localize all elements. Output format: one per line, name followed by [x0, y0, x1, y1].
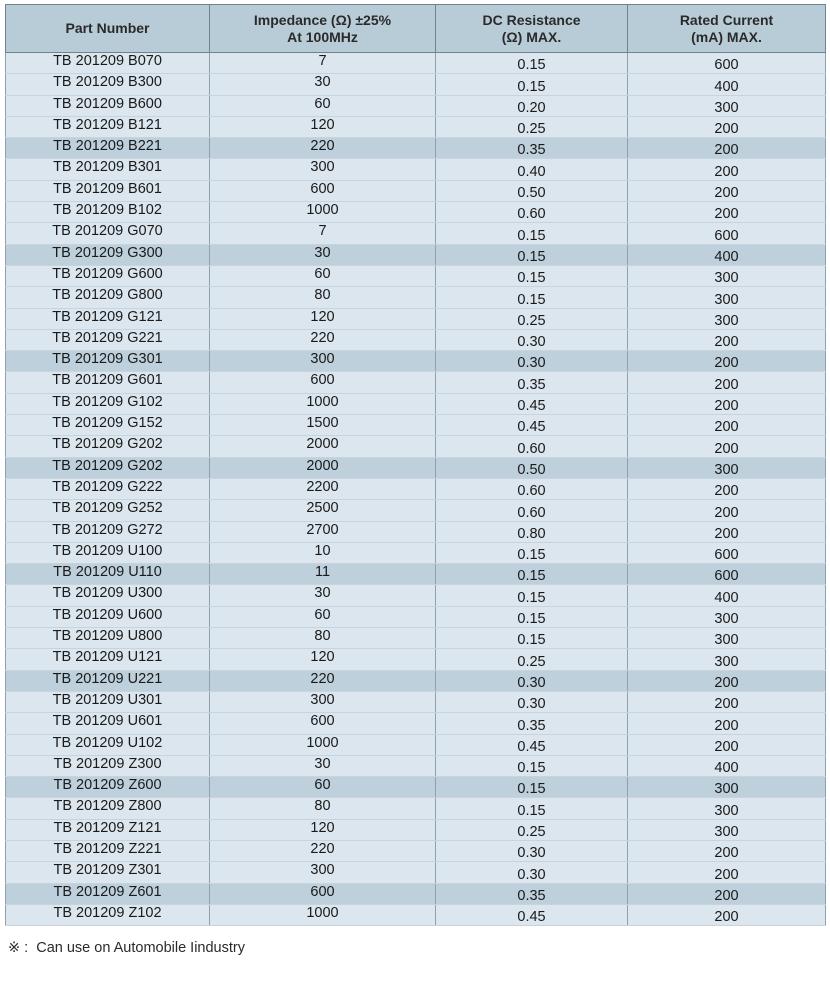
table-row — [6, 202, 826, 223]
part-number-cell: TB 201209 B102 — [6, 202, 210, 223]
header-current-line1: Rated Current — [679, 11, 774, 28]
part-number-cell: TB 201209 U100 — [6, 542, 210, 563]
impedance-cell: 600 — [210, 180, 436, 201]
table-row — [6, 393, 826, 414]
table-row — [6, 223, 826, 244]
table-row — [6, 95, 826, 116]
header-dc-resistance — [436, 5, 628, 53]
impedance-cell: 1000 — [210, 904, 436, 925]
impedance-cell: 220 — [210, 670, 436, 691]
rated-current-cell: 600 — [628, 53, 826, 74]
table-row — [6, 777, 826, 798]
rated-current-cell: 200 — [628, 329, 826, 350]
rated-current-cell: 200 — [628, 713, 826, 734]
table-row — [6, 329, 826, 350]
rated-current-cell: 200 — [628, 883, 826, 904]
dc-resistance-cell: 0.35 — [436, 372, 628, 393]
rated-current-cell: 400 — [628, 755, 826, 776]
dc-resistance-cell: 0.15 — [436, 798, 628, 819]
dc-resistance-cell: 0.15 — [436, 628, 628, 649]
rated-current-cell: 400 — [628, 585, 826, 606]
dc-resistance-cell: 0.25 — [436, 649, 628, 670]
table-row — [6, 713, 826, 734]
table-row — [6, 372, 826, 393]
header-part-number: Part Number — [6, 5, 210, 53]
dc-resistance-cell: 0.15 — [436, 244, 628, 265]
table-row — [6, 883, 826, 904]
table-row — [6, 436, 826, 457]
header-dcr-line2: (Ω) MAX. — [501, 28, 562, 45]
dc-resistance-cell: 0.60 — [436, 478, 628, 499]
rated-current-cell: 200 — [628, 351, 826, 372]
part-number-cell: TB 201209 U300 — [6, 585, 210, 606]
table-row — [6, 53, 826, 74]
table-row — [6, 798, 826, 819]
dc-resistance-cell: 0.45 — [436, 415, 628, 436]
impedance-cell: 30 — [210, 755, 436, 776]
dc-resistance-cell: 0.45 — [436, 904, 628, 925]
table-row — [6, 138, 826, 159]
dc-resistance-cell: 0.80 — [436, 521, 628, 542]
rated-current-cell: 200 — [628, 734, 826, 755]
dc-resistance-cell: 0.15 — [436, 606, 628, 627]
impedance-cell: 2200 — [210, 478, 436, 499]
impedance-cell: 300 — [210, 691, 436, 712]
part-number-cell: TB 201209 G300 — [6, 244, 210, 265]
dc-resistance-cell: 0.30 — [436, 862, 628, 883]
table-row — [6, 308, 826, 329]
impedance-cell: 2500 — [210, 500, 436, 521]
dc-resistance-cell: 0.15 — [436, 53, 628, 74]
dc-resistance-cell: 0.50 — [436, 180, 628, 201]
table-row — [6, 478, 826, 499]
dc-resistance-cell: 0.35 — [436, 713, 628, 734]
header-impedance — [210, 5, 436, 53]
part-number-cell: TB 201209 B070 — [6, 53, 210, 74]
part-number-cell: TB 201209 B121 — [6, 116, 210, 137]
table-row — [6, 819, 826, 840]
rated-current-cell: 200 — [628, 500, 826, 521]
header-current-line2: (mA) MAX. — [691, 28, 762, 45]
table-row — [6, 691, 826, 712]
dc-resistance-cell: 0.30 — [436, 329, 628, 350]
table-row — [6, 606, 826, 627]
part-number-cell: TB 201209 U600 — [6, 606, 210, 627]
impedance-cell: 80 — [210, 798, 436, 819]
part-number-cell: TB 201209 G221 — [6, 329, 210, 350]
spec-table — [5, 4, 826, 926]
dc-resistance-cell: 0.25 — [436, 819, 628, 840]
rated-current-cell: 600 — [628, 223, 826, 244]
rated-current-cell: 200 — [628, 393, 826, 414]
table-row — [6, 840, 826, 861]
impedance-cell: 220 — [210, 840, 436, 861]
rated-current-cell: 200 — [628, 372, 826, 393]
impedance-cell: 2700 — [210, 521, 436, 542]
impedance-cell: 220 — [210, 138, 436, 159]
part-number-cell: TB 201209 G152 — [6, 415, 210, 436]
part-number-cell: TB 201209 B301 — [6, 159, 210, 180]
impedance-cell: 2000 — [210, 457, 436, 478]
dc-resistance-cell: 0.15 — [436, 223, 628, 244]
part-number-cell: TB 201209 B221 — [6, 138, 210, 159]
dc-resistance-cell: 0.60 — [436, 202, 628, 223]
dc-resistance-cell: 0.25 — [436, 116, 628, 137]
impedance-cell: 600 — [210, 372, 436, 393]
part-number-cell: TB 201209 Z301 — [6, 862, 210, 883]
impedance-cell: 600 — [210, 883, 436, 904]
rated-current-cell: 300 — [628, 287, 826, 308]
rated-current-cell: 200 — [628, 180, 826, 201]
dc-resistance-cell: 0.30 — [436, 840, 628, 861]
impedance-cell: 1000 — [210, 202, 436, 223]
impedance-cell: 80 — [210, 628, 436, 649]
header-impedance-line2: At 100MHz — [287, 28, 358, 45]
table-body — [6, 53, 826, 926]
table-row — [6, 500, 826, 521]
dc-resistance-cell: 0.35 — [436, 883, 628, 904]
rated-current-cell: 300 — [628, 798, 826, 819]
part-number-cell: TB 201209 U102 — [6, 734, 210, 755]
part-number-cell: TB 201209 Z601 — [6, 883, 210, 904]
dc-resistance-cell: 0.15 — [436, 265, 628, 286]
impedance-cell: 2000 — [210, 436, 436, 457]
rated-current-cell: 600 — [628, 564, 826, 585]
dc-resistance-cell: 0.35 — [436, 138, 628, 159]
rated-current-cell: 300 — [628, 819, 826, 840]
part-number-cell: TB 201209 G121 — [6, 308, 210, 329]
table-row — [6, 734, 826, 755]
rated-current-cell: 200 — [628, 116, 826, 137]
impedance-cell: 120 — [210, 308, 436, 329]
impedance-cell: 60 — [210, 606, 436, 627]
dc-resistance-cell: 0.15 — [436, 564, 628, 585]
footnote-symbol: ※ : — [8, 940, 29, 956]
rated-current-cell: 200 — [628, 415, 826, 436]
table-row — [6, 116, 826, 137]
dc-resistance-cell: 0.40 — [436, 159, 628, 180]
part-number-cell: TB 201209 B600 — [6, 95, 210, 116]
table-row — [6, 351, 826, 372]
rated-current-cell: 200 — [628, 478, 826, 499]
rated-current-cell: 200 — [628, 862, 826, 883]
dc-resistance-cell: 0.15 — [436, 755, 628, 776]
header-rated-current — [628, 5, 826, 53]
part-number-cell: TB 201209 G222 — [6, 478, 210, 499]
impedance-cell: 120 — [210, 116, 436, 137]
dc-resistance-cell: 0.30 — [436, 670, 628, 691]
part-number-cell: TB 201209 G202 — [6, 457, 210, 478]
rated-current-cell: 600 — [628, 542, 826, 563]
dc-resistance-cell: 0.25 — [436, 308, 628, 329]
part-number-cell: TB 201209 Z221 — [6, 840, 210, 861]
table-row — [6, 415, 826, 436]
impedance-cell: 60 — [210, 777, 436, 798]
part-number-cell: TB 201209 Z800 — [6, 798, 210, 819]
part-number-cell: TB 201209 Z121 — [6, 819, 210, 840]
rated-current-cell: 200 — [628, 436, 826, 457]
dc-resistance-cell: 0.45 — [436, 393, 628, 414]
table-row — [6, 862, 826, 883]
rated-current-cell: 300 — [628, 457, 826, 478]
footnote-text: Can use on Automobile Iindustry — [36, 940, 245, 956]
dc-resistance-cell: 0.30 — [436, 351, 628, 372]
part-number-cell: TB 201209 G252 — [6, 500, 210, 521]
part-number-cell: TB 201209 U121 — [6, 649, 210, 670]
dc-resistance-cell: 0.45 — [436, 734, 628, 755]
part-number-cell: TB 201209 G800 — [6, 287, 210, 308]
impedance-cell: 11 — [210, 564, 436, 585]
part-number-cell: TB 201209 B300 — [6, 74, 210, 95]
part-number-cell: TB 201209 G272 — [6, 521, 210, 542]
dc-resistance-cell: 0.50 — [436, 457, 628, 478]
part-number-cell: TB 201209 G601 — [6, 372, 210, 393]
rated-current-cell: 200 — [628, 202, 826, 223]
footnote — [8, 940, 245, 956]
impedance-cell: 1000 — [210, 393, 436, 414]
impedance-cell: 300 — [210, 159, 436, 180]
impedance-cell: 30 — [210, 74, 436, 95]
impedance-cell: 7 — [210, 53, 436, 74]
rated-current-cell: 300 — [628, 777, 826, 798]
part-number-cell: TB 201209 U601 — [6, 713, 210, 734]
rated-current-cell: 200 — [628, 904, 826, 925]
part-number-cell: TB 201209 U800 — [6, 628, 210, 649]
dc-resistance-cell: 0.15 — [436, 585, 628, 606]
table-row — [6, 287, 826, 308]
part-number-cell: TB 201209 G202 — [6, 436, 210, 457]
impedance-cell: 120 — [210, 819, 436, 840]
header-impedance-line1: Impedance (Ω) ±25% — [253, 11, 392, 28]
table-row — [6, 265, 826, 286]
dc-resistance-cell: 0.15 — [436, 777, 628, 798]
header-dcr-line1: DC Resistance — [482, 11, 581, 28]
impedance-cell: 60 — [210, 265, 436, 286]
dc-resistance-cell: 0.30 — [436, 691, 628, 712]
impedance-cell: 60 — [210, 95, 436, 116]
dc-resistance-cell: 0.60 — [436, 500, 628, 521]
part-number-cell: TB 201209 B601 — [6, 180, 210, 201]
table-row — [6, 74, 826, 95]
rated-current-cell: 200 — [628, 840, 826, 861]
rated-current-cell: 200 — [628, 691, 826, 712]
rated-current-cell: 200 — [628, 138, 826, 159]
impedance-cell: 30 — [210, 585, 436, 606]
table-row — [6, 542, 826, 563]
header-row — [6, 5, 826, 53]
part-number-cell: TB 201209 U110 — [6, 564, 210, 585]
table-row — [6, 180, 826, 201]
table-row — [6, 521, 826, 542]
part-number-cell: TB 201209 G600 — [6, 265, 210, 286]
table-row — [6, 649, 826, 670]
impedance-cell: 1000 — [210, 734, 436, 755]
rated-current-cell: 400 — [628, 244, 826, 265]
rated-current-cell: 300 — [628, 606, 826, 627]
impedance-cell: 300 — [210, 351, 436, 372]
rated-current-cell: 300 — [628, 628, 826, 649]
rated-current-cell: 200 — [628, 159, 826, 180]
impedance-cell: 600 — [210, 713, 436, 734]
impedance-cell: 30 — [210, 244, 436, 265]
table-row — [6, 628, 826, 649]
part-number-cell: TB 201209 G301 — [6, 351, 210, 372]
impedance-cell: 80 — [210, 287, 436, 308]
part-number-cell: TB 201209 G070 — [6, 223, 210, 244]
table-row — [6, 564, 826, 585]
impedance-cell: 220 — [210, 329, 436, 350]
part-number-cell: TB 201209 U301 — [6, 691, 210, 712]
dc-resistance-cell: 0.60 — [436, 436, 628, 457]
table-row — [6, 244, 826, 265]
part-number-cell: TB 201209 Z102 — [6, 904, 210, 925]
rated-current-cell: 400 — [628, 74, 826, 95]
impedance-cell: 10 — [210, 542, 436, 563]
rated-current-cell: 300 — [628, 265, 826, 286]
rated-current-cell: 300 — [628, 308, 826, 329]
impedance-cell: 1500 — [210, 415, 436, 436]
part-number-cell: TB 201209 Z600 — [6, 777, 210, 798]
table-row — [6, 904, 826, 925]
dc-resistance-cell: 0.15 — [436, 542, 628, 563]
rated-current-cell: 200 — [628, 670, 826, 691]
rated-current-cell: 200 — [628, 521, 826, 542]
dc-resistance-cell: 0.15 — [436, 287, 628, 308]
dc-resistance-cell: 0.20 — [436, 95, 628, 116]
part-number-cell: TB 201209 Z300 — [6, 755, 210, 776]
part-number-cell: TB 201209 G102 — [6, 393, 210, 414]
rated-current-cell: 300 — [628, 95, 826, 116]
table-row — [6, 457, 826, 478]
dc-resistance-cell: 0.15 — [436, 74, 628, 95]
table-row — [6, 670, 826, 691]
impedance-cell: 300 — [210, 862, 436, 883]
table-row — [6, 159, 826, 180]
table-row — [6, 755, 826, 776]
table-row — [6, 585, 826, 606]
part-number-cell: TB 201209 U221 — [6, 670, 210, 691]
impedance-cell: 7 — [210, 223, 436, 244]
impedance-cell: 120 — [210, 649, 436, 670]
rated-current-cell: 300 — [628, 649, 826, 670]
